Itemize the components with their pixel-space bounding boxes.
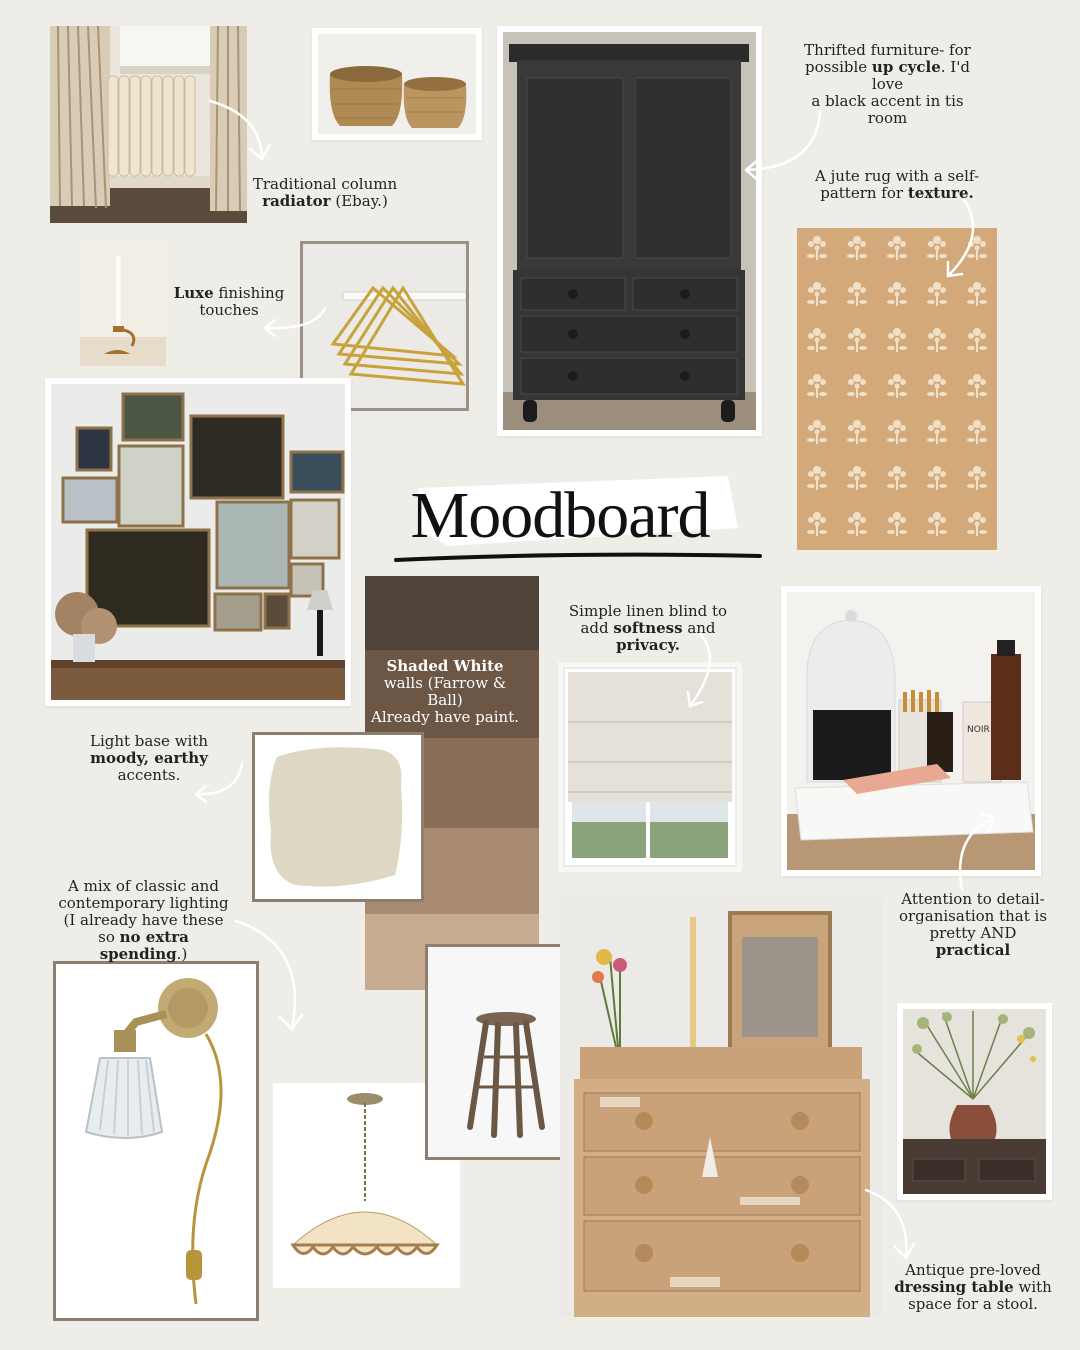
title-underline (388, 548, 768, 568)
walls-note-bold: Shaded White (386, 657, 504, 675)
furniture-note-line3: a black accent in tis room (811, 92, 964, 127)
wardrobe-photo (497, 26, 762, 436)
page-title: Moodboard (410, 479, 710, 552)
walls-note-line3: Already have paint. (371, 708, 519, 726)
arrow-rug (938, 196, 998, 286)
detail-note (893, 891, 1053, 959)
vase-flowers-photo (897, 1003, 1052, 1200)
radiator-note-bold: radiator (262, 192, 331, 210)
paint-sample (252, 732, 424, 902)
furniture-note-line2-pre: possible (805, 58, 872, 76)
dressing-note-line1: Antique pre-loved (905, 1261, 1041, 1279)
blind-note-line2-post: and (682, 619, 716, 637)
arrow-radiator (200, 95, 280, 175)
lighting-note-line3: (I already have these (63, 911, 224, 929)
baskets-photo (312, 28, 482, 140)
lighting-note-line2: contemporary lighting (58, 894, 229, 912)
lighting-note-line4-post: .) (176, 945, 188, 963)
base-note-line3: accents. (117, 766, 181, 784)
dressing-note-line2-bold: dressing table (894, 1278, 1014, 1296)
detail-note-line1: Attention to detail- (901, 890, 1045, 908)
arrow-dressing (860, 1186, 920, 1266)
walls-note (365, 658, 525, 726)
dressing-note-line3: space for a stool. (908, 1295, 1038, 1313)
radiator-note (250, 176, 400, 210)
luxe-note-line1-post: finishing (213, 284, 285, 302)
blind-note-line2-pre: add (580, 619, 614, 637)
lighting-note-line1: A mix of classic and (68, 877, 219, 895)
luxe-note-bold: Luxe (173, 284, 214, 302)
rug-note-line2-bold: texture. (907, 184, 974, 202)
radiator-note-post: (Ebay.) (335, 192, 388, 210)
furniture-note-line2-bold: up cycle (871, 58, 941, 76)
detail-note-line2: organisation that is (898, 907, 1048, 925)
dressing-note-line2-post: with (1013, 1278, 1052, 1296)
dressing-note (893, 1262, 1053, 1313)
lighting-note-line4-bold: no extra spending (99, 928, 189, 963)
rug-note-line1: A jute rug with a self- (814, 167, 980, 185)
furniture-note-line1: Thrifted furniture- for (804, 41, 971, 59)
arrow-wardrobe (740, 108, 830, 188)
walls-note-line2: walls (Farrow & Ball) (383, 674, 507, 709)
arrow-base (190, 758, 250, 808)
swatch-1 (365, 576, 539, 650)
blind-note-line1: Simple linen blind to (568, 602, 728, 620)
candle-photo (80, 242, 166, 366)
arrow-blind (680, 630, 730, 710)
arrow-luxe (255, 302, 335, 342)
lighting-note (56, 878, 231, 963)
furniture-note-line2-post: . I'd love (871, 58, 970, 93)
detail-note-line3-pre: pretty AND (929, 924, 1017, 942)
radiator-note-pre: Traditional column (252, 175, 398, 193)
gallery-wall-photo (45, 378, 351, 706)
bottle-noir-label: NOIR (967, 725, 990, 735)
blind-note-line3-bold: privacy. (616, 636, 680, 654)
base-note-line1: Light base with (89, 732, 209, 750)
detail-note-line3-bold: practical (935, 941, 1011, 959)
luxe-note-line2: touches (199, 301, 259, 319)
wall-sconce-photo (53, 961, 259, 1321)
base-note-line2-bold: moody, earthy (90, 749, 208, 767)
blind-note-line2-bold: softness (613, 619, 683, 637)
rug-note-line2-pre: pattern for (820, 184, 908, 202)
arrow-lighting (230, 915, 320, 1035)
lighting-note-line4-pre: so (98, 928, 120, 946)
arrow-detail (948, 806, 1018, 896)
dressing-table-photo (560, 897, 882, 1317)
